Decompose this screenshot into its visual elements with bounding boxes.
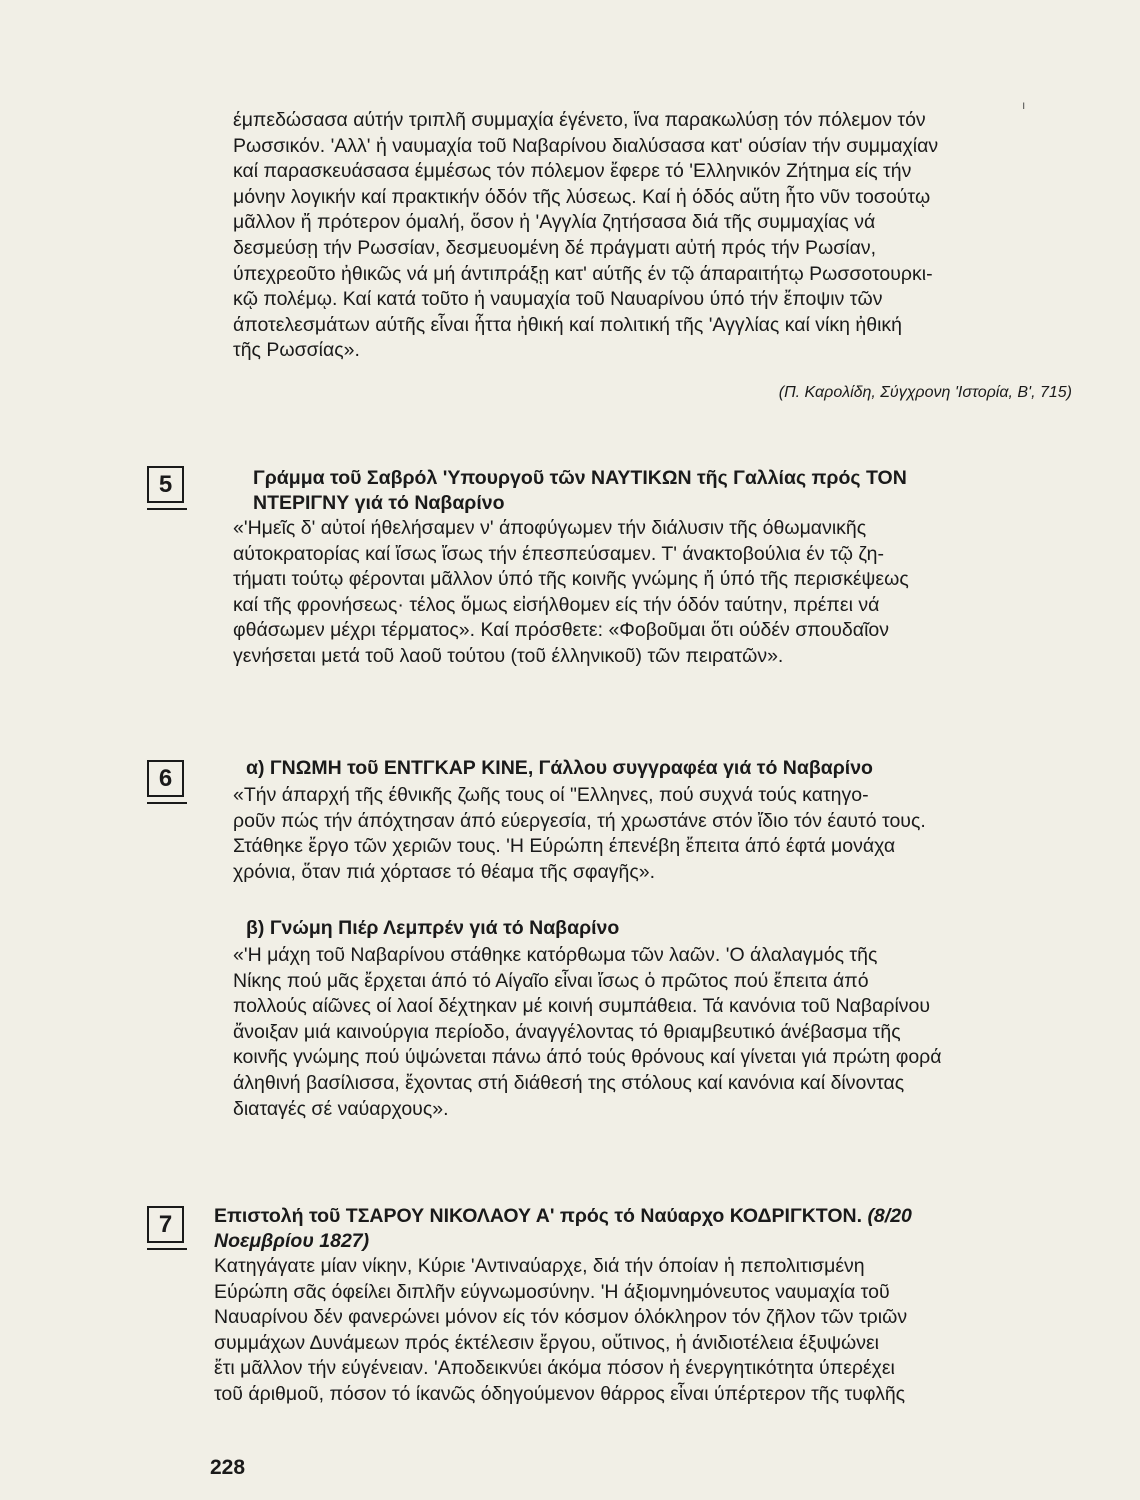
text-line: πολλούς αίῶνες οί λαοί δέχτηκαν μέ κοινή συμπάθεια. Τά κανόνια τοῦ Ναβαρίνου xyxy=(233,995,931,1018)
section-5-heading-line: ΝΤΕΡΙΓΝΥ γιά τό Ναβαρίνο xyxy=(253,492,505,514)
section-6b-heading: β) Γνώμη Πιέρ Λεμπρέν γιά τό Ναβαρίνο xyxy=(246,917,620,939)
text-line: καί τῆς φρονήσεως· τέλος ὅμως εἰσήλθομεν είς τήν όδόν ταύτην, πρέπει νά xyxy=(233,593,880,616)
section-7-heading-line xyxy=(214,1204,1084,1229)
text-line: τήματι τούτῳ φέρονται μᾶλλον ύπό τῆς κοινῆς γνώμης ἤ ύπό τῆς περισκέψεως xyxy=(233,568,909,591)
text-line: Εύρώπη σᾶς όφείλει διπλῆν εύγνωμοσύνην. 'Η άξιομνημόνευτος ναυμαχία τοῦ xyxy=(214,1280,890,1303)
text-line: Ρωσσικόν. 'Αλλ' ἡ ναυμαχία τοῦ Ναβαρίνου διαλύσασα κατ' ούσίαν τήν συμμαχίαν xyxy=(233,134,939,157)
section-7-heading-date-line: Νοεμβρίου 1827) xyxy=(214,1230,370,1252)
text-line: ἔτι μᾶλλον τήν εύγένειαν. 'Αποδεικνύει άκόμα πόσον ἡ ένεργητικότητα ύπερέχει xyxy=(214,1357,895,1380)
section-7-heading-date: (8/20 xyxy=(867,1205,912,1227)
section-5-number: 5 xyxy=(147,466,184,503)
section-7-heading-main: Επιστολή τοῦ ΤΣΑΡΟΥ ΝΙΚΟΛΑΟΥ Α' πρός τό Ναύαρχο ΚΟΔΡΙΓΚΤΟΝ. xyxy=(214,1205,863,1227)
text-line: μόνην λογικήν καί πρακτικήν όδόν τῆς λύσεως. Καί ἡ όδός αὕτη ἦτο νῦν τοσούτῳ xyxy=(233,185,931,208)
text-line: ροῦν πώς τήν άπόχτησαν άπό εύεργεσία, τή χρωστάνε στόν ἴδιο τόν έαυτό τους. xyxy=(233,809,926,832)
text-line: συμμάχων Δυνάμεων πρός έκτέλεσιν ἔργου, οὕτινος, ἡ άνιδιοτέλεια έξυψώνει xyxy=(214,1331,880,1354)
text-line: ύπεχρεοῦτο ἠθικῶς νά μή άντιπράξῃ κατ' αύτῆς έν τῷ άπαραιτήτῳ Ρωσσοτουρκι- xyxy=(233,262,933,285)
text-line: Στάθηκε ἔργο τῶν χεριῶν τους. 'Η Εύρώπη έπενέβη ἔπειτα άπό έφτά μονάχα xyxy=(233,835,896,858)
section-6-number: 6 xyxy=(147,760,184,797)
section-5-heading-line: Γράμμα τοῦ Σαβρόλ 'Υπουργοῦ τῶν ΝΑΥΤΙΚΩΝ τῆς Γαλλίας πρός ΤΟΝ xyxy=(253,467,907,489)
text-line: τῆς Ρωσσίας». xyxy=(233,339,360,362)
text-line: γενήσεται μετά τοῦ λαοῦ τούτου (τοῦ έλληνικοῦ) τῶν πειρατῶν». xyxy=(233,644,784,667)
text-line: έμπεδώσασα αύτήν τριπλῆ συμμαχία έγένετο, ἵνα παρακωλύσῃ τόν πόλεμον τόν xyxy=(233,109,926,131)
text-line: Ναυαρίνου δέν φανερώνει μόνον είς τόν κόσμον όλόκληρον τόν ζῆλον τῶν τριῶν xyxy=(214,1306,908,1329)
text-line: χρόνια, ὅταν πιά χόρτασε τό θέαμα τῆς σφαγῆς». xyxy=(233,860,656,883)
text-line: «'Η μάχη τοῦ Ναβαρίνου στάθηκε κατόρθωμα τῶν λαῶν. 'Ο άλαλαγμός τῆς xyxy=(233,944,878,966)
intro-citation: (Π. Καρολίδη, Σύγχρονη 'Ιστορία, Β', 715) xyxy=(778,384,1072,401)
text-line: δεσμεύσῃ τήν Ρωσσίαν, δεσμευομένη δέ πράγματι αὐτή πρός τήν Ρωσίαν, xyxy=(233,236,877,259)
text-line: καί παρασκευάσασα έμμέσως τόν πόλεμον ἔφερε τό 'Ελληνικόν Ζήτημα είς τήν xyxy=(233,160,912,183)
section-7-heading xyxy=(214,1204,1084,1254)
text-line: τοῦ άριθμοῦ, πόσον τό ίκανῶς όδηγούμενον θάρρος εἶναι ύπέρτερον τῆς τυφλῆς xyxy=(214,1382,906,1405)
scan-mark: ı xyxy=(1022,98,1026,112)
text-line: ἄνοιξαν μιά καινούργια περίοδο, άναγγέλοντας τό θριαμβευτικό άνέβασμα τῆς xyxy=(233,1020,901,1043)
section-5-text xyxy=(233,516,1073,670)
section-6b-text xyxy=(233,943,1073,1122)
text-line: αύτοκρατορίας καί ἴσως ἴσως τήν έπεσπεύσαμεν. Τ' άνακτοβούλια έν τῷ ζη- xyxy=(233,542,884,565)
section-6a-heading: α) ΓΝΩΜΗ τοῦ ΕΝΤΓΚΑΡ ΚΙΝΕ, Γάλλου συγγραφέα γιά τό Ναβαρίνο xyxy=(246,757,873,779)
text-line: «Τήν άπαρχή τῆς έθνικῆς ζωῆς τους οί "Ελληνες, πού συχνά τούς κατηγο- xyxy=(233,784,869,806)
text-line: «'Ημεῖς δ' αὐτοί ήθελήσαμεν ν' άποφύγωμεν τήν διάλυσιν τῆς όθωμανικῆς xyxy=(233,517,867,539)
text-line: άληθινή βασίλισσα, ἔχοντας στή διάθεσή της στόλους καί κανόνια καί δίνοντας xyxy=(233,1071,905,1094)
text-line: κῷ πολέμῳ. Καί κατά τοῦτο ἡ ναυμαχία τοῦ Ναυαρίνου ύπό τήν ἔποψιν τῶν xyxy=(233,288,883,311)
section-5-heading xyxy=(253,466,1073,516)
section-6a-text xyxy=(233,783,1073,885)
text-line: κοινῆς γνώμης πού ύψώνεται πάνω άπό τούς θρόνους καί γίνεται γιά πρώτη φορά xyxy=(233,1046,942,1069)
text-line: μᾶλλον ἤ πρότερον όμαλή, ὅσον ἡ 'Αγγλία ζητήσασα διά τῆς συμμαχίας νά xyxy=(233,211,876,234)
section-7-text xyxy=(214,1254,1084,1408)
text-line: άποτελεσμάτων αύτῆς εἶναι ἧττα ἠθική καί πολιτική τῆς 'Αγγλίας καί νίκη ἠθική xyxy=(233,313,902,336)
intro-paragraph xyxy=(233,108,1073,364)
section-7-number: 7 xyxy=(147,1206,184,1243)
text-line: Νίκης πού μᾶς ἔρχεται άπό τό Αίγαῖο εἶναι ἴσως ὁ πρῶτος πού ἔπειτα άπό xyxy=(233,969,869,992)
text-line: φθάσωμεν μέχρι τέρματος». Καί πρόσθετε: «Φοβοῦμαι ὅτι ούδέν σπουδαῖον xyxy=(233,619,889,642)
page-number: 228 xyxy=(210,1456,246,1479)
text-line: διαταγές σέ ναύαρχους». xyxy=(233,1097,449,1120)
text-line: Κατηγάγατε μίαν νίκην, Κύριε 'Αντιναύαρχε, διά τήν όποίαν ἡ πεπολιτισμένη xyxy=(214,1255,865,1277)
